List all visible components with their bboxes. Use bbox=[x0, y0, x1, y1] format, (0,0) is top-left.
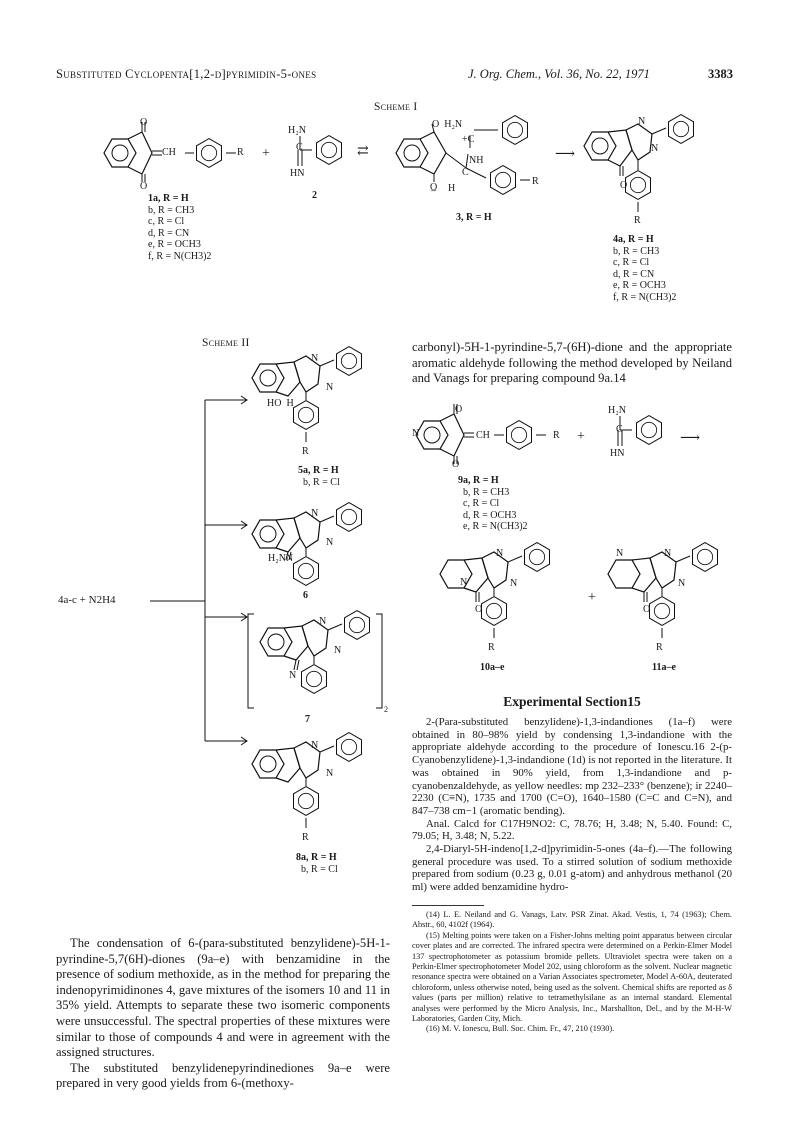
compound-5-labels: 5a, R = H b, R = Cl bbox=[298, 465, 340, 488]
scheme-2-reactants: 4a-c + N2H4 bbox=[58, 594, 116, 606]
compound-4-labels: 4a, R = H b, R = CH3 c, R = Cl d, R = CN e, R = OCH3 f, R = N(CH3)2 bbox=[613, 234, 677, 303]
atom-R: R bbox=[553, 430, 560, 441]
atom-N: N bbox=[510, 578, 518, 589]
paragraph-right-top: carbonyl)-5H-1-pyrindine-5,7-(6H)-dione and the appropriate aromatic aldehyde following the method developed by Neiland and Vanags for preparing compound 9a.14 bbox=[412, 340, 732, 386]
compound-9-labels: 9a, R = H b, R = CH3 c, R = Cl d, R = OCH3 e, R = N(CH3)2 bbox=[458, 475, 528, 533]
plus-sign: + bbox=[588, 590, 596, 605]
atom-O: O bbox=[140, 117, 148, 128]
compound-3-label: 3, R = H bbox=[456, 212, 492, 223]
atom-R: R bbox=[634, 215, 641, 226]
compound-10-structure bbox=[434, 546, 584, 656]
paragraph-left-2: The substituted benzylidenepyrindinediones 9a–e were prepared in very good yields from 6-(methoxy- bbox=[56, 1060, 390, 1091]
atom-O: O bbox=[140, 181, 148, 192]
compound-8-structure bbox=[246, 736, 396, 836]
scheme-2-bracket bbox=[150, 395, 260, 755]
atom-N: N bbox=[496, 548, 504, 559]
experimental-para-1: 2-(Para-substituted benzylidene)-1,3-indandiones (1a–f) were obtained in 80–98% yield by condensing 1,3-indandione with the appropriate aldehyde according to the procedure of Ionescu.16 2-(p-Cyanobenzylidene)-1,3-indandione (1d) is not reported in the literature. It was obtained in 90% yield, from 1,3-indandione and p-cyanobenzaldehyde, as yellow needles: mp 232–233° (benzene); ir 2240–2230 (C≡N), 1735 and 1700 (C=O), 1640–1580 (C=C and C=N), and 847–738 cm−1 (aromatic bending). bbox=[412, 716, 732, 817]
compound-6-label: 6 bbox=[303, 590, 308, 601]
compound-7-label: 7 bbox=[305, 714, 310, 725]
atom-N: N bbox=[651, 143, 659, 154]
plus-sign: + bbox=[262, 146, 270, 161]
compound-1-labels: 1a, R = H b, R = CH3 c, R = Cl d, R = CN e, R = OCH3 f, R = N(CH3)2 bbox=[148, 193, 212, 262]
compound-4-structure bbox=[576, 118, 726, 238]
compound-11-structure bbox=[602, 546, 752, 656]
atom-R: R bbox=[532, 176, 539, 187]
atom-N: N bbox=[311, 353, 319, 364]
atom-N: N bbox=[664, 548, 672, 559]
atom-C: C bbox=[296, 142, 303, 153]
compound-8-labels: 8a, R = H b, R = Cl bbox=[296, 852, 338, 875]
atom-R: R bbox=[488, 642, 495, 653]
equilibrium-arrow: ⇄ bbox=[357, 144, 369, 159]
atom-O: O bbox=[643, 604, 651, 615]
paragraph-left-1: The condensation of 6-(para-substituted benzylidene)-5H-1-pyrindine-5,7(6H)-diones (9a–e) with benzamidine in the presence of sodium methoxide, as in the method for preparing the indenopyrimidinones 4, gave mixtures of the isomers 10 and 11 in 35% yield. Attempts to separate these two isomeric components were unsuccessful. The spectral properties of these mixtures were similar to those of compounds 4 and were in agreement with the assigned structures. bbox=[56, 936, 390, 1060]
experimental-body bbox=[412, 716, 732, 894]
atom-C: C bbox=[462, 167, 469, 178]
atom-N: N bbox=[460, 577, 468, 588]
experimental-para-2: 2,4-Diaryl-5H-indeno[1,2-d]pyrimidin-5-ones (4a–f).—The following general procedure was used. To a stirred solution of sodium methoxide prepared from sodium (0.23 g, 0.01 g-atom) and anhydrous methanol (20 ml) were added benzamidine hydro- bbox=[412, 843, 732, 894]
compound-10-label: 10a–e bbox=[480, 662, 505, 673]
scheme-1-title: Scheme I bbox=[374, 101, 418, 113]
footnote-14: (14) L. E. Neiland and G. Vanags, Latv. PSR Zinat. Akad. Vestis, 1, 74 (1963); Chem. Abstr., 60, 4102f (1964). bbox=[412, 910, 732, 930]
atom-N: N bbox=[289, 670, 297, 681]
atom-H: H bbox=[448, 183, 456, 194]
compound-2-label: 2 bbox=[312, 190, 317, 201]
section-title: Experimental Section15 bbox=[503, 694, 641, 709]
atom-R: R bbox=[302, 832, 309, 843]
atom-N: N bbox=[334, 645, 342, 656]
footnote-16: (16) M. V. Ionescu, Bull. Soc. Chim. Fr., 47, 210 (1930). bbox=[426, 1024, 615, 1034]
atom-N: N bbox=[319, 616, 327, 627]
atom-R: R bbox=[656, 642, 663, 653]
atom-N: N bbox=[311, 508, 319, 519]
atom-N: N bbox=[326, 537, 334, 548]
atom-O: O bbox=[620, 180, 628, 191]
footnote-rule bbox=[412, 905, 484, 906]
footnotes bbox=[412, 910, 732, 1035]
compound-7-subscript: 2 bbox=[384, 705, 388, 714]
atom-O: O bbox=[475, 604, 483, 615]
atom-N: N bbox=[678, 578, 686, 589]
atom-HN: HN bbox=[610, 448, 625, 459]
atom-CH: CH bbox=[476, 430, 490, 441]
atom-O: O H₂N bbox=[432, 119, 463, 130]
journal-citation: J. Org. Chem., Vol. 36, No. 22, 1971 bbox=[468, 67, 650, 81]
atom-C-plus: +C bbox=[462, 134, 475, 145]
atom-HN: HN bbox=[290, 168, 305, 179]
atom-N: N bbox=[326, 768, 334, 779]
atom-H2N: H₂N bbox=[608, 405, 626, 416]
reaction-arrow: ⟶ bbox=[555, 147, 576, 162]
left-column-text bbox=[56, 936, 390, 1092]
atom-C: C bbox=[616, 424, 623, 435]
compound-7-structure bbox=[246, 614, 396, 714]
footnote-15: (15) Melting points were taken on a Fisher-Johns melting point apparatus between circular cover plates and are corrected. The infrared spectra were determined on a Perkin-Elmer Model 137 spectrophotometer as potassium bromide pellets. Ultraviolet spectra were taken on a Perkin-Elmer spectrophotometer Model 202, using chloroform as the solvent. Nuclear magnetic resonance spectra were obtained on a Varian Associates spectrometer, Model A-60A, deuterated chloroform, unless otherwise noted, being used as the solvent. Chemical shifts are reported as δ values (parts per million) relative to tetramethylsilane as an internal standard. Elemental analyses were performed by the Micro Analysis, Inc., Marshallton, Del., and by the M-H-W Laboratories, Garden City, Mich. bbox=[412, 930, 732, 1024]
atom-O: O bbox=[452, 459, 460, 470]
reaction-arrow: ⟶ bbox=[680, 431, 701, 446]
atom-HO-H: HO H bbox=[267, 398, 294, 409]
experimental-para-analysis: Anal. Calcd for C17H9NO2: C, 78.76; H, 3.48; N, 5.40. Found: C, 79.05; H, 3.48; N, 5.22. bbox=[412, 817, 732, 843]
page-number: 3383 bbox=[708, 67, 733, 81]
atom-H2NN: H₂NN bbox=[268, 553, 294, 564]
atom-N: N bbox=[412, 428, 420, 439]
atom-NH: NH bbox=[469, 155, 484, 166]
atom-H2N: H₂N bbox=[288, 125, 306, 136]
atom-N: N bbox=[326, 382, 334, 393]
running-head: Substituted Cyclopenta[1,2-d]pyrimidin-5-ones bbox=[56, 67, 317, 81]
atom-O-minus: O̲ bbox=[430, 182, 438, 193]
plus-sign: + bbox=[577, 429, 585, 444]
atom-R: R bbox=[237, 147, 244, 158]
compound-6-structure bbox=[246, 506, 396, 596]
atom-N: N bbox=[311, 740, 319, 751]
atom-N: N bbox=[616, 548, 624, 559]
atom-CH: CH bbox=[162, 147, 176, 158]
atom-N: N bbox=[638, 116, 646, 127]
atom-O: O bbox=[455, 404, 463, 415]
atom-R: R bbox=[302, 446, 309, 457]
compound-11-label: 11a–e bbox=[652, 662, 676, 673]
scheme-2-title: Scheme II bbox=[202, 337, 250, 349]
